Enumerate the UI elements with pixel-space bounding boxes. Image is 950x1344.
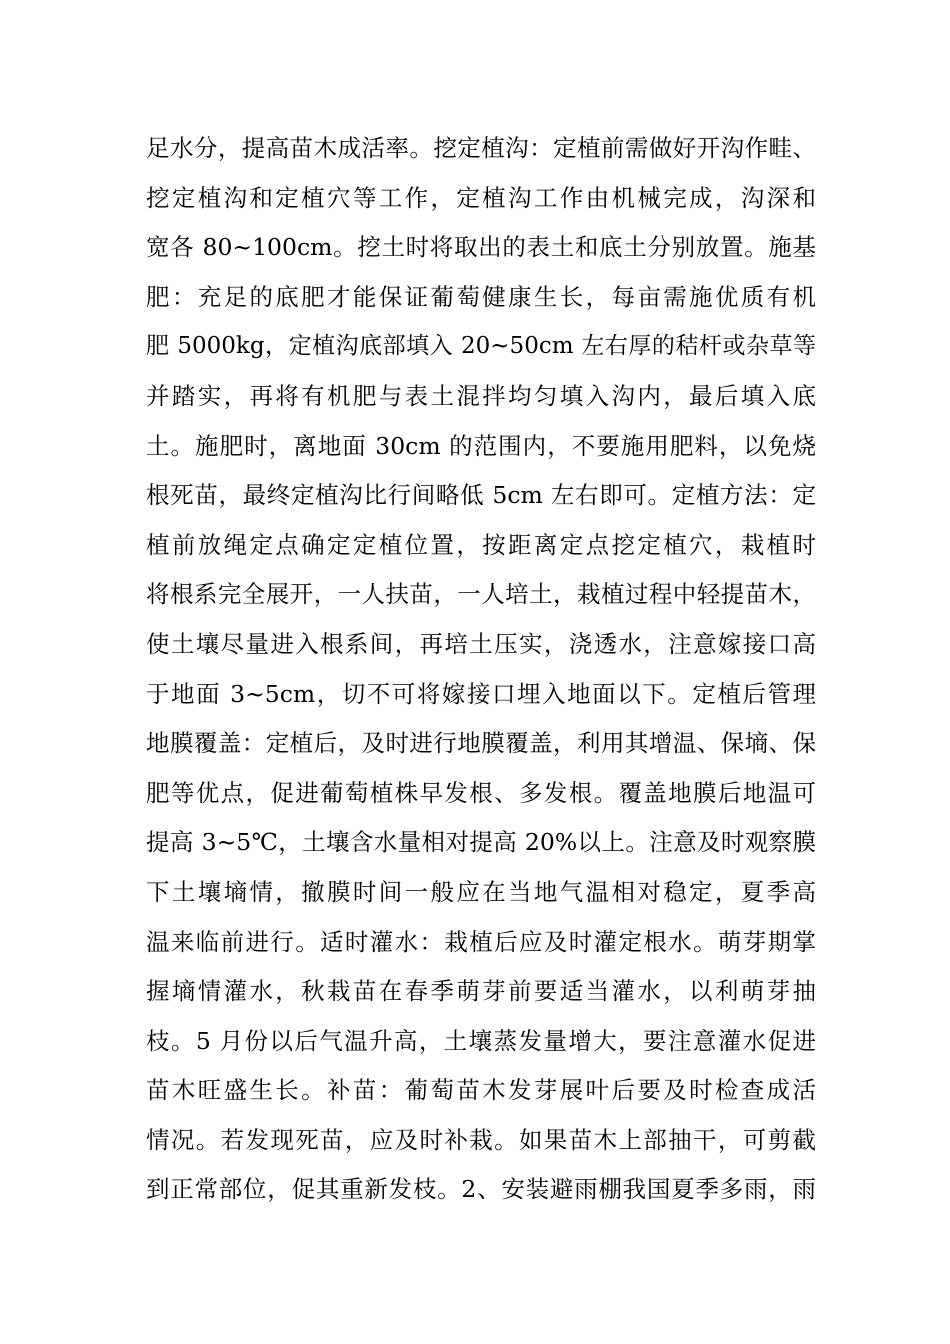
text-line-22: 到正常部位，促其重新发枝。2、安装避雨棚我国夏季多雨，雨 <box>146 1175 816 1204</box>
text-line-14: 肥等优点，促进葡萄植株早发根、多发根。覆盖地膜后地温可 <box>146 778 816 807</box>
text-line-13: 地膜覆盖：定植后，及时进行地膜覆盖，利用其增温、保墒、保 <box>146 729 816 758</box>
body-text <box>146 124 816 1215</box>
text-line-12: 于地面 3~5cm，切不可将嫁接口埋入地面以下。定植后管理 <box>146 679 816 708</box>
text-line-8: 根死苗，最终定植沟比行间略低 5cm 左右即可。定植方法：定 <box>146 481 816 510</box>
text-line-6: 并踏实，再将有机肥与表土混拌均匀填入沟内，最后填入底 <box>146 381 816 410</box>
text-line-4: 肥：充足的底肥才能保证葡萄健康生长，每亩需施优质有机 <box>146 282 816 311</box>
text-line-5: 肥 5000kg，定植沟底部填入 20~50cm 左右厚的秸杆或杂草等 <box>146 333 816 360</box>
text-line-15: 提高 3~5℃，土壤含水量相对提高 20%以上。注意及时观察膜 <box>146 828 816 857</box>
text-line-20: 苗木旺盛生长。补苗：葡萄苗木发芽展叶后要及时检查成活 <box>146 1076 816 1105</box>
text-line-1: 足水分，提高苗木成活率。挖定植沟：定植前需做好开沟作畦、 <box>146 134 816 162</box>
text-line-11: 使土壤尽量进入根系间，再培土压实，浇透水，注意嫁接口高 <box>146 629 816 658</box>
text-line-18: 握墒情灌水，秋栽苗在春季萌芽前要适当灌水，以利萌芽抽 <box>146 977 816 1006</box>
text-line-2: 挖定植沟和定植穴等工作，定植沟工作由机械完成，沟深和 <box>146 183 816 212</box>
text-line-7: 土。施肥时，离地面 30cm 的范围内，不要施用肥料，以免烧 <box>146 431 816 460</box>
text-line-9: 植前放绳定点确定定植位置，按距离定点挖定植穴，栽植时 <box>146 530 816 559</box>
text-line-10: 将根系完全展开，一人扶苗，一人培土，栽植过程中轻提苗木， <box>146 580 816 609</box>
text-line-16: 下土壤墒情，撤膜时间一般应在当地气温相对稳定，夏季高 <box>146 877 816 906</box>
text-line-19: 枝。5 月份以后气温升高，土壤蒸发量增大，要注意灌水促进 <box>146 1026 816 1055</box>
text-line-3: 宽各 80~100cm。挖土时将取出的表土和底土分别放置。施基 <box>146 233 816 262</box>
text-line-17: 温来临前进行。适时灌水：栽植后应及时灌定根水。萌芽期掌 <box>146 927 816 956</box>
text-line-21: 情况。若发现死苗，应及时补栽。如果苗木上部抽干，可剪截 <box>146 1125 816 1154</box>
